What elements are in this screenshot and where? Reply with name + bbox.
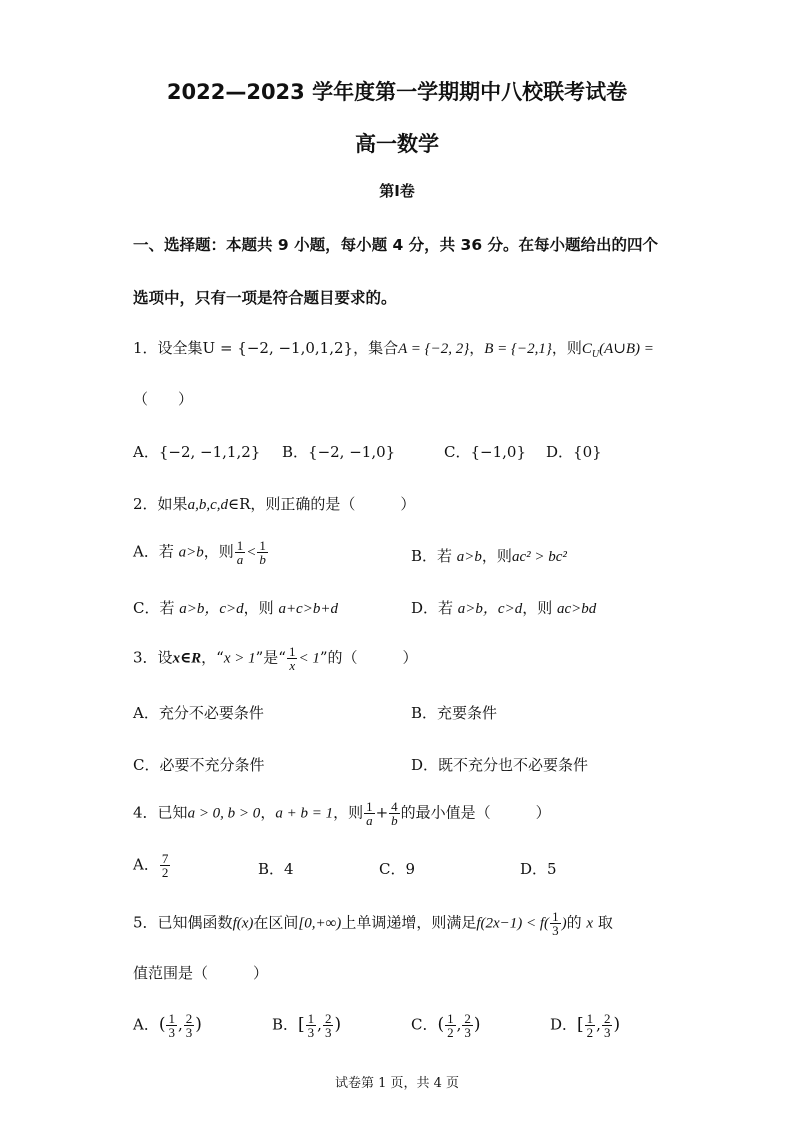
question-5-option-d: D．[ $\frac{1}{2}$ , $\frac{2}{3}$ ) [550, 1011, 621, 1040]
question-2-option-c [133, 597, 338, 618]
page-footer: 试卷第 1 页，共 4 页 [334, 1076, 460, 1091]
denominator: 3 [603, 1025, 611, 1040]
option-result: a+c>b+d [278, 601, 338, 617]
exam-title: 2022—2023 学年度第一学期期中八校联考试卷 [166, 80, 628, 104]
numerator: 2 [324, 1011, 332, 1026]
question-number: 3． [133, 648, 158, 667]
denominator: b [391, 813, 398, 828]
option-text: ，则 [481, 547, 512, 565]
option-label: B．若 [411, 547, 457, 565]
condition-1: a > 0, b > 0 [187, 805, 261, 822]
fraction [389, 800, 400, 827]
option-condition: a>b，c>d [179, 601, 244, 617]
section-instruction-line1: 一、选择题：本题共 9 小题，每小题 4 分，共 36 分。在每小题给出的四个 [133, 236, 659, 254]
question-text: 设全集U = {−2, −1,0,1,2}，集合 [157, 339, 399, 357]
set-b: B = {−2,1} [484, 341, 552, 357]
question-number: 5． [133, 913, 158, 932]
numerator: 1 [586, 1011, 594, 1026]
numerator: 1 [168, 1011, 175, 1026]
fraction [257, 539, 268, 566]
open-bracket: [ [298, 1014, 305, 1035]
numerator: 7 [161, 851, 169, 866]
denominator: 3 [552, 923, 559, 938]
numerator: 2 [464, 1011, 471, 1026]
question-text: ”是“ [255, 648, 286, 667]
question-number: 1． [133, 339, 158, 357]
question-3-option-d: D．既不充分也不必要条件 [411, 756, 589, 774]
option-result: ac² > bc² [511, 549, 567, 565]
open-bracket: ( [158, 1014, 166, 1035]
option-text: ，则 [203, 542, 234, 561]
close-bracket: ) [334, 1014, 342, 1035]
denominator: 3 [464, 1025, 471, 1040]
question-2-stem [133, 493, 415, 514]
fraction [585, 1012, 596, 1039]
function: f(x) [232, 915, 254, 932]
question-4-option-b: B．4 [258, 860, 294, 878]
option-condition: a>b [456, 549, 482, 565]
question-text: ，则 [333, 803, 364, 822]
question-text: 已知 [157, 803, 188, 822]
question-text: 在区间 [253, 913, 299, 932]
denominator: 3 [307, 1025, 315, 1040]
fraction [184, 1012, 195, 1039]
question-5-option-a: A．( $\frac{1}{3}$ , $\frac{2}{3}$ ) [133, 1011, 202, 1040]
numerator: 1 [259, 538, 266, 553]
complement-subscript: U [591, 349, 600, 360]
volume-title: 第Ⅰ卷 [379, 182, 415, 200]
question-3-option-b: B．充要条件 [411, 704, 498, 722]
condition: x∈R [172, 650, 202, 667]
question-text: 取 [597, 913, 613, 932]
question-text: 的 [566, 913, 582, 932]
option-label: A． [133, 855, 159, 874]
question-4-stem [133, 800, 551, 827]
fraction [602, 1012, 613, 1039]
variable-x: x [586, 915, 594, 932]
separator: ， [469, 339, 485, 357]
open-bracket: [ [577, 1014, 584, 1035]
question-5-option-c: C．( $\frac{1}{2}$ , $\frac{2}{3}$ ) [411, 1011, 481, 1040]
question-text: 已知偶函数 [157, 913, 233, 932]
question-2-option-d [411, 597, 596, 618]
question-5-stem-line2: 值范围是（ ） [133, 964, 269, 982]
fraction [235, 539, 246, 566]
question-5-stem [133, 910, 613, 937]
close-bracket: ) [473, 1014, 481, 1035]
numerator: 4 [391, 799, 398, 814]
numerator: 1 [366, 799, 373, 814]
question-text: ”的（ ） [319, 648, 418, 667]
denominator: a [236, 552, 244, 567]
subject-title: 高一数学 [355, 132, 439, 156]
question-1-option-a: A．{−2, −1,1,2} [133, 443, 261, 461]
numerator: 2 [185, 1011, 193, 1026]
numerator: 1 [447, 1011, 454, 1026]
question-text: ，“ [201, 648, 224, 667]
question-4-option-d: D．5 [520, 860, 557, 878]
denominator: 3 [185, 1025, 193, 1040]
question-1-paren: （ ） [133, 390, 194, 408]
denominator: 2 [447, 1025, 454, 1040]
numerator: 1 [552, 909, 559, 924]
numerator: 2 [603, 1011, 611, 1026]
question-text: ，则 [551, 339, 582, 357]
option-label: C． [411, 1015, 438, 1034]
denominator: a [366, 813, 373, 828]
question-number: 4． [133, 803, 158, 822]
denominator: 2 [161, 865, 169, 880]
close-bracket: ) [613, 1014, 621, 1035]
question-3-stem [133, 645, 418, 672]
denominator: b [259, 552, 266, 567]
option-label: D．若 [411, 599, 458, 617]
option-condition: a>b [178, 544, 204, 561]
option-text: ，则 [243, 599, 279, 617]
fraction [160, 852, 171, 879]
fraction [462, 1012, 473, 1039]
fraction [306, 1012, 317, 1039]
set-a: A = {−2, 2} [398, 341, 470, 357]
separator: ， [260, 803, 276, 822]
proposition-q-tail: < 1 [298, 650, 320, 667]
close-bracket: ) [195, 1014, 202, 1035]
question-text: 如果 [157, 495, 188, 513]
inequality: f(2x−1) < f( [476, 915, 550, 932]
question-3-option-a: A．充分不必要条件 [133, 704, 264, 722]
fraction [550, 910, 561, 937]
fraction [287, 645, 298, 672]
open-bracket: ( [437, 1014, 445, 1035]
question-1-stem [133, 337, 654, 360]
section-instruction-line2: 选项中，只有一项是符合题目要求的。 [133, 289, 397, 307]
inequality-close: ) [561, 915, 567, 932]
question-1-option-c: C．{−1,0} [444, 443, 526, 461]
condition-2: a + b = 1 [275, 805, 334, 822]
option-label: C．若 [133, 599, 180, 617]
fraction [323, 1012, 334, 1039]
plus-sign: + [375, 803, 389, 822]
option-text: ，则 [522, 599, 557, 617]
question-5-option-b: B．[ $\frac{1}{3}$ , $\frac{2}{3}$ ) [272, 1011, 342, 1040]
question-3-option-c: C．必要不充分条件 [133, 756, 265, 774]
numerator: 1 [288, 644, 296, 659]
question-1-option-d: D．{0} [546, 443, 602, 461]
proposition-p: x > 1 [223, 650, 256, 667]
option-label: D． [550, 1015, 578, 1034]
denominator: 3 [168, 1025, 175, 1040]
question-2-option-a [133, 539, 269, 566]
interval: [0,+∞) [298, 915, 342, 932]
question-text: 设 [157, 648, 173, 667]
question-text: ∈R，则正确的是（ ） [227, 495, 416, 513]
fraction [364, 800, 375, 827]
fraction [445, 1012, 456, 1039]
question-1-option-b: B．{−2, −1,0} [282, 443, 396, 461]
complement-symbol: C [581, 341, 592, 357]
question-2-option-b [411, 545, 567, 566]
option-condition: a>b，c>d [457, 601, 523, 617]
option-label: A． [133, 1015, 159, 1034]
question-4-option-a [133, 852, 171, 879]
option-label: B． [272, 1015, 299, 1034]
question-4-option-c: C．9 [379, 860, 416, 878]
less-than: < [246, 544, 257, 561]
numerator: 1 [236, 538, 244, 553]
option-result: ac>bd [556, 601, 597, 617]
union-expression: (A∪B) = [599, 341, 654, 357]
fraction [166, 1012, 177, 1039]
question-text: 的最小值是（ ） [400, 803, 551, 822]
denominator: x [289, 658, 296, 673]
variables: a,b,c,d [187, 497, 228, 513]
option-label: A．若 [133, 542, 179, 561]
question-text: 上单调递增，则满足 [341, 913, 477, 932]
denominator: 3 [324, 1025, 332, 1040]
denominator: 2 [586, 1025, 594, 1040]
numerator: 1 [307, 1011, 315, 1026]
question-number: 2． [133, 495, 158, 513]
